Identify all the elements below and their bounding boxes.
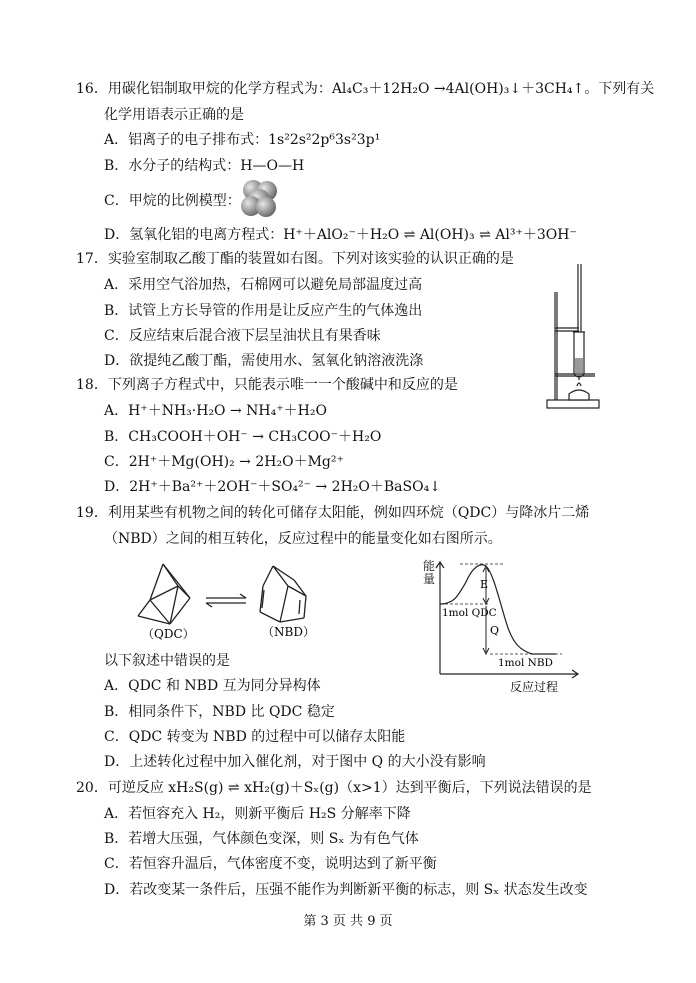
q20-option-c: C．若恒容升温后，气体密度不变，说明达到了新平衡 xyxy=(104,856,437,872)
qdc-label: （QDC） xyxy=(142,627,195,641)
qdc-nbd-structures xyxy=(128,556,338,648)
q18-option-a: A．H⁺＋NH₃·H₂O → NH₄⁺＋H₂O xyxy=(104,403,327,419)
q18-option-d: D．2H⁺＋Ba²⁺＋2OH⁻＋SO₄²⁻ → 2H₂O＋BaSO₄↓ xyxy=(104,479,441,495)
q19-lead: 以下叙述中错误的是 xyxy=(104,653,230,669)
q18-option-b: B．CH₃COOH＋OH⁻ → CH₃COO⁻＋H₂O xyxy=(104,429,382,445)
q18-option-c: C．2H⁺＋Mg(OH)₂ → 2H₂O＋Mg²⁺ xyxy=(104,454,344,470)
nbd-label: （NBD） xyxy=(262,625,315,639)
qdc-energy-level-label: 1mol QDC xyxy=(442,607,497,619)
x-axis-label: 反应过程 xyxy=(510,680,559,694)
q20-option-b: B．若增大压强，气体颜色变深，则 Sₓ 为有色气体 xyxy=(104,831,419,847)
q16-stem-line2: 化学用语表示正确的是 xyxy=(104,107,244,123)
q17-option-b: B．试管上方长导管的作用是让反应产生的气体逸出 xyxy=(104,303,423,319)
q19-option-b: B．相同条件下，NBD 比 QDC 稳定 xyxy=(104,704,335,720)
energy-label-q: Q xyxy=(490,624,500,637)
y-axis-label: 能量 xyxy=(423,559,436,586)
q19-option-c: C．QDC 转变为 NBD 的过程中可以储存太阳能 xyxy=(104,729,406,745)
energy-diagram xyxy=(420,558,590,696)
q16-option-b: B．水分子的结构式：H—O—H xyxy=(104,158,305,174)
q17-option-d: D．欲提纯乙酸丁酯，需使用水、氢氧化钠溶液洗涤 xyxy=(104,353,424,369)
q16-option-d: D．氢氧化铝的电离方程式：H⁺＋AlO₂⁻＋H₂O ⇌ Al(OH)₃ ⇌ Al³⁺＋3OH⁻ xyxy=(104,227,577,243)
q19-stem-line2: （NBD）之间的相互转化，反应过程中的能量变化如右图所示。 xyxy=(104,531,502,547)
q19-option-a: A．QDC 和 NBD 互为同分异构体 xyxy=(104,678,321,694)
q18-stem: 18．下列离子方程式中，只能表示唯一一个酸碱中和反应的是 xyxy=(76,377,458,393)
q16-stem-line1: 16．用碳化铝制取甲烷的化学方程式为：Al₄C₃＋12H₂O →4Al(OH)₃↓＋3CH₄↑。下列有关 xyxy=(76,81,655,97)
q17-option-c: C．反应结束后混合液下层呈油状且有果香味 xyxy=(104,328,381,344)
q16-option-c: C．甲烷的比例模型： xyxy=(104,193,241,209)
energy-label-e: E xyxy=(480,578,489,591)
q16-option-a: A．铝离子的电子排布式：1s²2s²2p⁶3s²3p¹ xyxy=(104,132,381,148)
methane-space-filling-model xyxy=(237,178,281,218)
nbd-energy-level-label: 1mol NBD xyxy=(498,657,553,669)
q19-stem-line1: 19．利用某些有机物之间的转化可储存太阳能，例如四环烷（QDC）与降冰片二烯 xyxy=(76,505,590,521)
ester-apparatus-figure xyxy=(535,262,605,414)
q20-option-d: D．若改变某一条件后，压强不能作为判断新平衡的标志，则 Sₓ 状态发生改变 xyxy=(104,882,588,898)
q17-option-a: A．采用空气浴加热，石棉网可以避免局部温度过高 xyxy=(104,277,423,293)
q20-option-a: A．若恒容充入 H₂，则新平衡后 H₂S 分解率下降 xyxy=(104,806,411,822)
q19-option-d: D．上述转化过程中加入催化剂，对于图中 Q 的大小没有影响 xyxy=(104,754,486,770)
q20-stem: 20．可逆反应 xH₂S(g) ⇌ xH₂(g)＋Sₓ(g)（x>1）达到平衡后，下列说法错误的是 xyxy=(76,780,592,796)
page-footer: 第 3 页 共 9 页 xyxy=(303,914,393,929)
q17-stem: 17．实验室制取乙酸丁酯的装置如右图。下列对该实验的认识正确的是 xyxy=(76,251,514,267)
